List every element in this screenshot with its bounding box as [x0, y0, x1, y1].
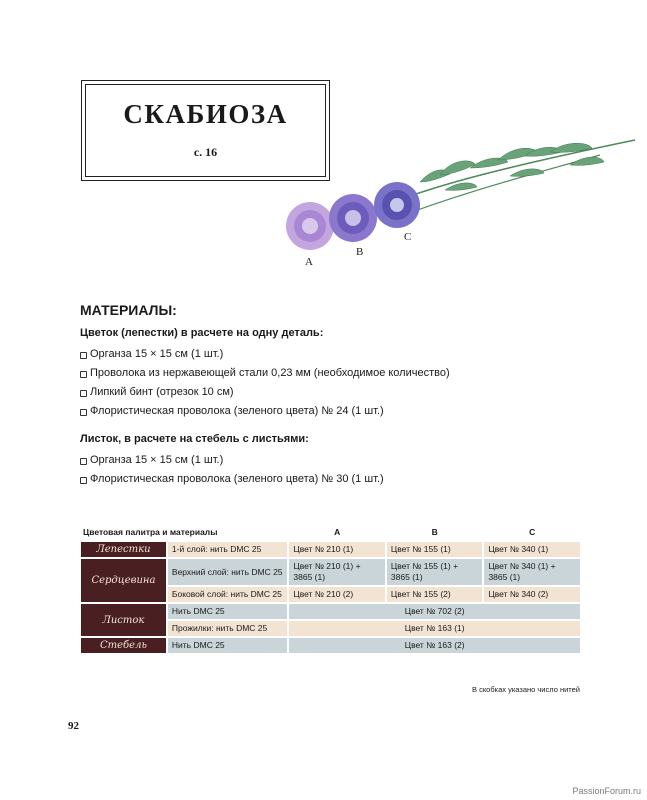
list-item: Флористическая проволока (зеленого цвета) № 24 (1 шт.) — [80, 402, 580, 421]
row-description: Прожилки: нить DMC 25 — [168, 621, 288, 636]
page-title: СКАБИОЗА — [123, 99, 288, 129]
table-header-a: A — [334, 527, 341, 537]
table-header-label: Цветовая палитра и материалы — [83, 527, 218, 537]
table-header-c: C — [529, 527, 536, 537]
category-stem: Стебель — [81, 638, 166, 653]
table-header-row — [81, 523, 580, 540]
row-description: Нить DMC 25 — [168, 638, 288, 653]
flower-b — [329, 194, 377, 242]
list-item: Органза 15 × 15 см (1 шт.) — [80, 451, 580, 470]
watermark: PassionForum.ru — [572, 786, 641, 796]
materials-heading: МАТЕРИАЛЫ: — [80, 302, 177, 318]
flower-label-b: B — [356, 246, 364, 258]
materials-subtitle-flower: Цветок (лепестки) в расчете на одну деталь: — [80, 327, 324, 339]
cell-b: Цвет № 155 (1) — [387, 542, 483, 557]
cell-b: Цвет № 155 (2) — [387, 587, 483, 602]
cell-b: Цвет № 155 (1) + 3865 (1) — [387, 559, 483, 585]
scabiosa-illustration — [270, 130, 640, 275]
list-item: Органза 15 × 15 см (1 шт.) — [80, 345, 580, 364]
row-description: Нить DMC 25 — [168, 604, 288, 619]
materials-list-flower — [80, 345, 580, 421]
page-reference: с. 16 — [193, 145, 218, 159]
materials-list-leaf — [80, 451, 580, 489]
table-row — [81, 638, 580, 653]
cell-c: Цвет № 340 (2) — [484, 587, 580, 602]
page-number: 92 — [68, 720, 79, 732]
flower-a — [286, 202, 334, 250]
materials-subtitle-leaf: Листок, в расчете на стебель с листьями: — [80, 433, 309, 445]
materials-section — [80, 302, 580, 501]
cell-all: Цвет № 163 (2) — [289, 638, 580, 653]
row-description: Верхний слой: нить DMC 25 — [168, 559, 288, 585]
cell-a: Цвет № 210 (2) — [289, 587, 385, 602]
cell-all: Цвет № 702 (2) — [289, 604, 580, 619]
color-palette-table — [79, 521, 582, 655]
category-leaf: Листок — [81, 604, 166, 636]
table-row — [81, 559, 580, 585]
category-center: Сердцевина — [81, 559, 166, 602]
row-description: 1-й слой: нить DMC 25 — [168, 542, 288, 557]
flower-c — [374, 182, 420, 228]
table-row — [81, 542, 580, 557]
cell-a: Цвет № 210 (1) + 3865 (1) — [289, 559, 385, 585]
table-row — [81, 604, 580, 619]
cell-c: Цвет № 340 (1) + 3865 (1) — [484, 559, 580, 585]
table-header-b: B — [431, 527, 438, 537]
cell-c: Цвет № 340 (1) — [484, 542, 580, 557]
cell-all: Цвет № 163 (1) — [289, 621, 580, 636]
category-petals: Лепестки — [81, 542, 166, 557]
table-note: В скобках указано число нитей — [471, 685, 580, 694]
row-description: Боковой слой: нить DMC 25 — [168, 587, 288, 602]
cell-a: Цвет № 210 (1) — [289, 542, 385, 557]
list-item: Проволока из нержавеющей стали 0,23 мм (необходимое количество) — [80, 364, 580, 383]
flower-label-c: C — [404, 231, 412, 243]
flower-label-a: A — [305, 256, 313, 268]
list-item: Флористическая проволока (зеленого цвета) № 30 (1 шт.) — [80, 470, 580, 489]
list-item: Липкий бинт (отрезок 10 см) — [80, 383, 580, 402]
